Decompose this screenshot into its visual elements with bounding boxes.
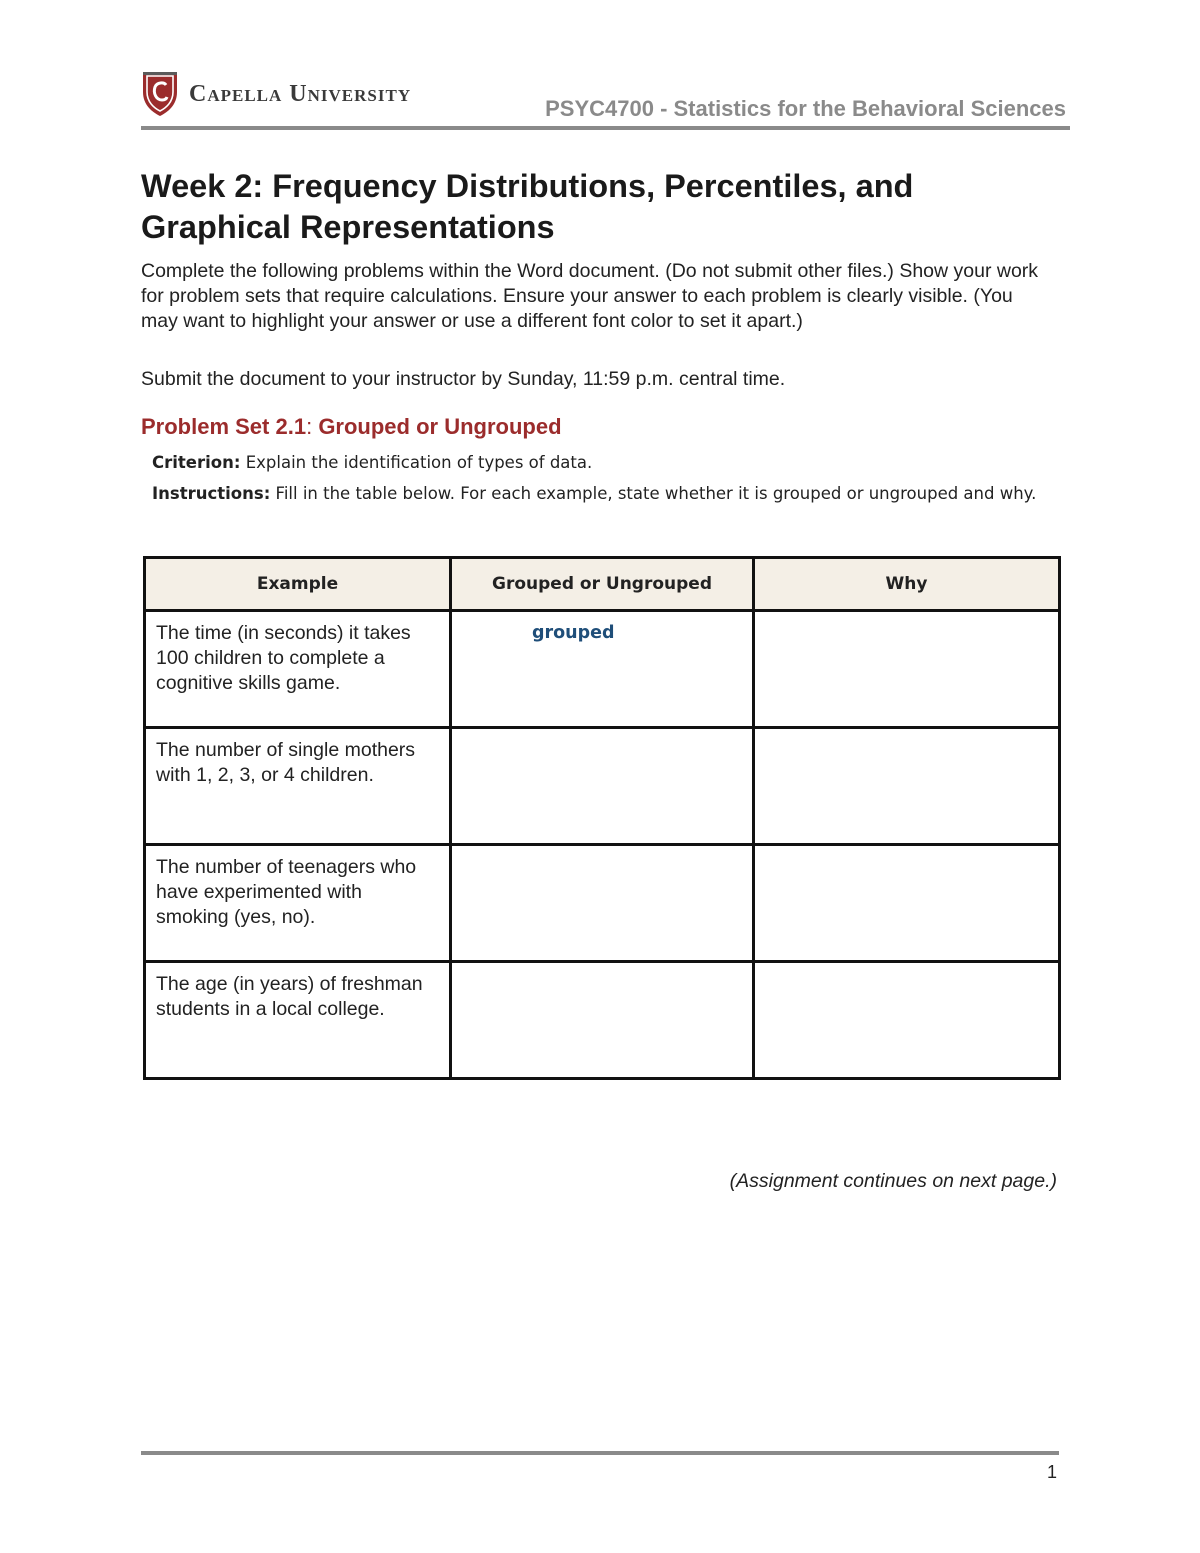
table-header-row [145, 558, 1060, 611]
example-cell: The age (in years) of freshman students in a local college. [145, 962, 451, 1079]
why-answer-cell[interactable] [754, 845, 1060, 962]
grouped-answer-cell[interactable]: grouped [451, 611, 754, 728]
criterion-text: Explain the identification of types of data. [240, 453, 593, 472]
grouped-answer-cell[interactable] [451, 728, 754, 845]
why-answer-cell[interactable] [754, 962, 1060, 1079]
submission-note: Submit the document to your instructor by Sunday, 11:59 p.m. central time. [141, 368, 786, 390]
header-divider [141, 126, 1070, 130]
header-example: Example [145, 558, 451, 611]
capella-logo [141, 68, 411, 120]
page-header [141, 66, 1070, 132]
criterion-label: Criterion: [152, 453, 241, 472]
page-number: 1 [1046, 1462, 1057, 1482]
intro-paragraph: Complete the following problems within the Word document. (Do not submit other files.) Show your work for problem sets that require calculations. Ensure your answer to each problem is clearly visible. (You may want to highlight your answer or use a different font color to set it apart.) [141, 260, 1039, 332]
table-row [145, 611, 1060, 728]
grouped-answer-cell[interactable] [451, 962, 754, 1079]
problem-set-title: Grouped or Ungrouped [312, 414, 562, 439]
why-answer-cell[interactable] [754, 728, 1060, 845]
table-row [145, 962, 1060, 1079]
grouped-answer-cell[interactable] [451, 845, 754, 962]
page-title: Week 2: Frequency Distributions, Percentiles, and Graphical Representations [141, 168, 914, 245]
criterion-line [152, 452, 1042, 473]
example-cell: The time (in seconds) it takes 100 children to complete a cognitive skills game. [145, 611, 451, 728]
problem-set-number: Problem Set 2.1 [141, 414, 307, 439]
header-why: Why [754, 558, 1060, 611]
university-name: Capella University [189, 80, 412, 107]
instructions-text: Fill in the table below. For each example, state whether it is grouped or ungrouped and why. [270, 484, 1037, 503]
problem-set-heading [141, 414, 562, 440]
why-answer-cell[interactable] [754, 611, 1060, 728]
instructions-line [152, 483, 1042, 504]
course-title: PSYC4700 - Statistics for the Behavioral Sciences [545, 96, 1066, 121]
answer-table [143, 556, 1061, 1080]
example-cell: The number of teenagers who have experimented with smoking (yes, no). [145, 845, 451, 962]
table-row [145, 845, 1060, 962]
header-grouped: Grouped or Ungrouped [451, 558, 754, 611]
example-cell: The number of single mothers with 1, 2, 3, or 4 children. [145, 728, 451, 845]
continuation-note: (Assignment continues on next page.) [729, 1170, 1057, 1192]
problem-set-separator: : [306, 414, 313, 439]
footer-divider [141, 1451, 1059, 1455]
table-row [145, 728, 1060, 845]
instructions-label: Instructions: [152, 484, 271, 503]
capella-shield-icon [141, 70, 179, 118]
